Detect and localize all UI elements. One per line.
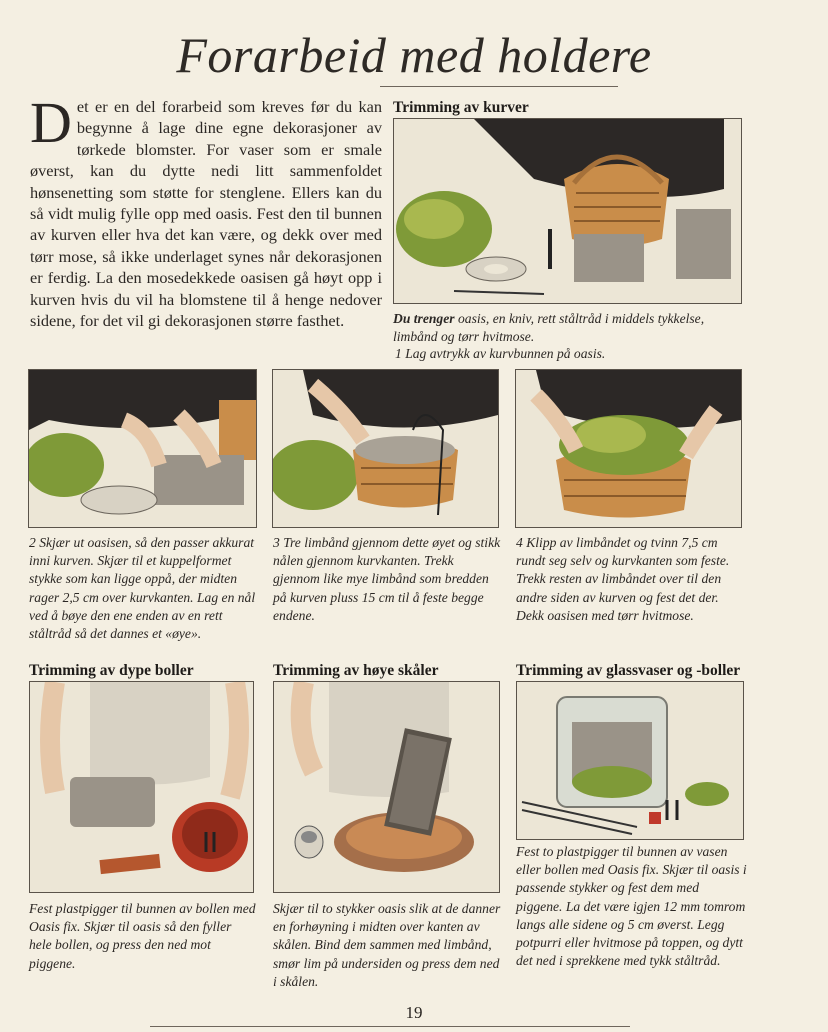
step-3-caption: 3 Tre limbånd gjennom dette øyet og stikk nålen gjennom kurvkanten. Trekk gjennom like mye limbånd som bredden på kurven pluss 15 cm til å feste begge endene. xyxy=(273,535,501,623)
intro-paragraph xyxy=(30,90,382,331)
drop-cap: D xyxy=(30,90,72,155)
illustration-deep-bowl xyxy=(29,681,254,893)
basket-needs-caption xyxy=(393,310,743,346)
heading-glass-vases: Trimming av glassvaser og -boller xyxy=(516,662,741,679)
illustration-glass-vase xyxy=(516,681,744,840)
title-divider xyxy=(380,86,618,87)
needs-text: oasis, en kniv, rett ståltråd i middels tykkelse, limbånd og tørr hvitmose. xyxy=(393,311,705,345)
step-2-caption: 2 Skjær ut oasisen, så den passer akkurat inni kurven. Skjær til et kuppelformet stykke som kan ligge oppå, der midten rager 2,5 cm over kurvkanten. Lag en nål ved å bøye den ene enden av en rett ståltråd så det dannes et «øye». xyxy=(29,535,256,642)
step-1-caption: 1 Lag avtrykk av kurvbunnen på oasis. xyxy=(395,346,606,361)
illustration-tall-dish xyxy=(273,681,500,893)
deep-bowl-caption: Fest plastpigger til bunnen av bollen med Oasis fix. Skjær til oasis så den fyller hele bollen, og press den ned mot piggene. xyxy=(29,901,256,971)
intro-text: et er en del forarbeid som kreves før du kan begynne å lage dine egne dekorasjoner av tørkede blomster. For vaser som er smale øverst, kan du dytte nedi litt sammenfoldet hønsenetting som støtte for stenglene. Ellers kan du så vidt mulig fylle opp med oasis. Fest den til bunnen av kurven eller hva det kan være, og dekk over med tørr mose, så ikke underlaget synes når dekorasjonen er ferdig. La den mosedekkede oasisen gå høyt opp i kurven hvis du vil ha blomstene til å henge nedover sidene, for det vil gi dekorasjonen større fasthet. xyxy=(30,97,382,331)
page-title: Forarbeid med holdere xyxy=(176,27,652,83)
glass-vase-caption: Fest to plastpigger til bunnen av vasen eller bollen med Oasis fix. Skjær til oasis i passende stykker og fest dem med piggene. La det være igjen 12 mm tomrom langs alle sidene og 5 cm øverst. Legg potpurri eller hvitmose på toppen, og dytt det ned i sprekkene med tykk ståltråd. xyxy=(516,844,747,969)
step-4-caption: 4 Klipp av limbåndet og tvinn 7,5 cm rundt seg selv og kurvkanten som feste. Trekk resten av limbåndet over til den andre siden av kurven og fest det der. Dekk oasisen med tørr hvitmose. xyxy=(516,535,730,623)
heading-deep-bowls: Trimming av dype boller xyxy=(29,662,194,679)
illustration-step-2 xyxy=(28,369,257,528)
needs-label: Du trenger xyxy=(393,311,455,326)
tall-dish-caption: Skjær til to stykker oasis slik at de danner en forhøyning i midten over kanten av skålen. Bind dem sammen med limbånd, smør lim på undersiden og press dem ned i skålen. xyxy=(273,901,501,989)
heading-basket: Trimming av kurver xyxy=(393,99,529,116)
illustration-basket-overview xyxy=(393,118,742,304)
heading-tall-dishes: Trimming av høye skåler xyxy=(273,662,439,679)
footer-divider xyxy=(150,1026,630,1027)
page-number: 19 xyxy=(405,1003,423,1022)
illustration-step-3 xyxy=(272,369,499,528)
illustration-step-4 xyxy=(515,369,742,528)
